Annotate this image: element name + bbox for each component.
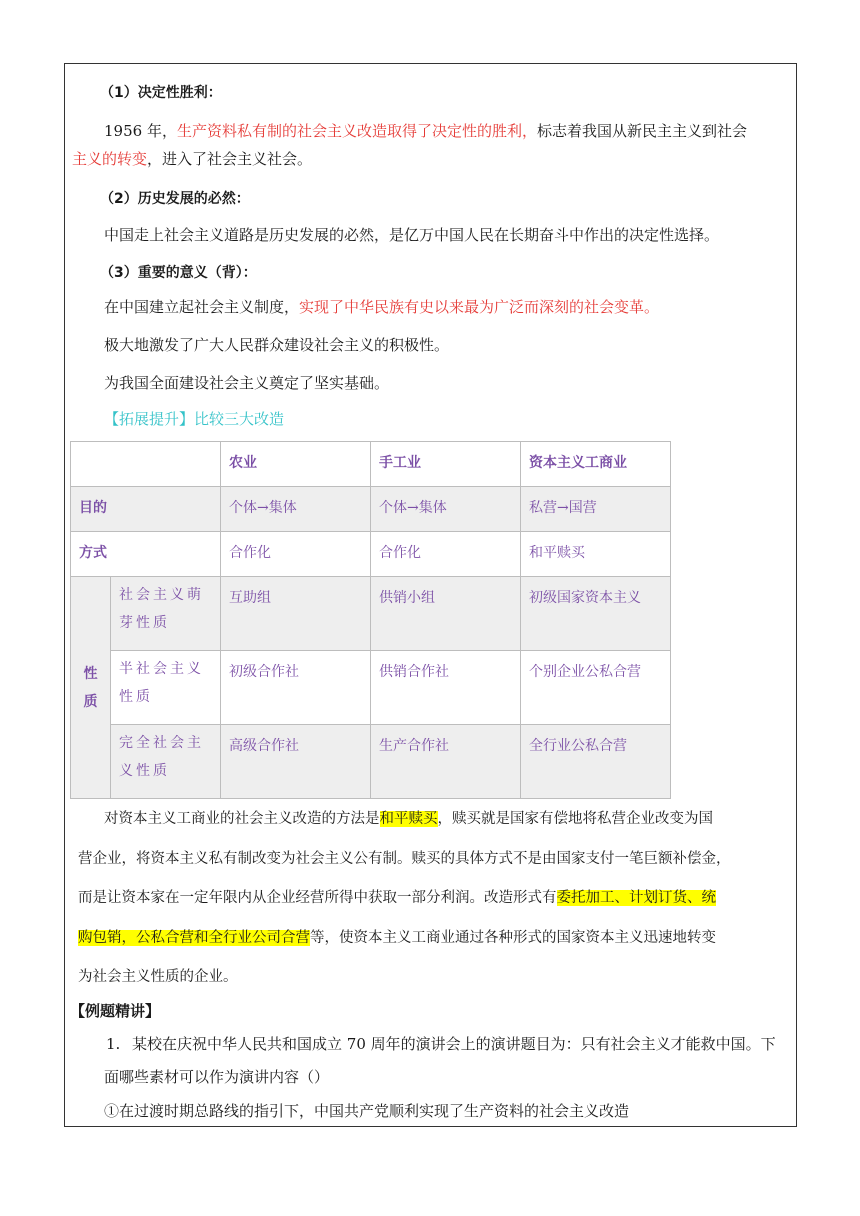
table-header-handicraft: 手工业 — [371, 442, 521, 487]
nature-sublabel: 完全社会主义性质 — [111, 725, 221, 799]
table-cell: 供销小组 — [371, 577, 521, 651]
table-cell: 初级国家资本主义 — [521, 577, 671, 651]
table-cell: 全行业公私合营 — [521, 725, 671, 799]
paragraph-line4 — [78, 927, 716, 949]
section3-heading: （3）重要的意义（背）： — [100, 265, 257, 281]
nature-sublabel: 社会主义萌芽性质 — [111, 577, 221, 651]
text-yellow-highlight: 购包销，公私合营和全行业公司合营 — [78, 930, 310, 946]
row-label-nature — [71, 577, 111, 799]
text-plain: ，进入了社会主义社会。 — [147, 150, 313, 168]
table-cell: 个体→集体 — [371, 487, 521, 532]
row-label-method: 方式 — [71, 532, 221, 577]
paragraph-line1 — [104, 808, 713, 830]
table-row-purpose — [71, 487, 671, 532]
row-label-purpose: 目的 — [71, 487, 221, 532]
paragraph-line2: 营企业，将资本主义私有制改变为社会主义公有制。赎买的具体方式不是由国家支付一笔巨额补偿金， — [78, 851, 731, 867]
table-cell: 初级合作社 — [221, 651, 371, 725]
text-plain: 在中国建立起社会主义制度， — [104, 298, 300, 316]
section1-paragraph-line2 — [72, 148, 312, 170]
text-plain: 而是让资本家在一定年限内从企业经营所得中获取一部分利润。改造形式有 — [78, 890, 557, 906]
text-red-highlight: 实现了中华民族有史以来最为广泛而深刻的社会变革。 — [299, 298, 660, 316]
table-cell: 和平赎买 — [521, 532, 671, 577]
table-cell: 高级合作社 — [221, 725, 371, 799]
text-red-highlight: 生产资料私有制的社会主义改造取得了决定性的胜利， — [176, 122, 537, 140]
extension-title: 【拓展提升】比较三大改造 — [104, 410, 285, 428]
paragraph-line3 — [78, 887, 716, 909]
table-cell: 互助组 — [221, 577, 371, 651]
section3-line3: 为我国全面建设社会主义奠定了坚实基础。 — [104, 374, 390, 392]
table-header-agriculture: 农业 — [221, 442, 371, 487]
section1-paragraph-line1 — [104, 120, 747, 142]
table-cell: 生产合作社 — [371, 725, 521, 799]
table-header-capitalist-industry: 资本主义工商业 — [521, 442, 671, 487]
nature-sublabel: 半社会主义性质 — [111, 651, 221, 725]
text-plain: ，赎买就是国家有偿地将私营企业改变为国 — [437, 811, 713, 827]
text-plain: 标志着我国从新民主主义到社会 — [536, 122, 747, 140]
text-yellow-highlight: 和平赎买 — [379, 811, 438, 827]
text-red-highlight: 主义的转变 — [72, 150, 148, 168]
table-cell: 个体→集体 — [221, 487, 371, 532]
example-heading: 【例题精讲】 — [70, 1002, 161, 1020]
section3-line1 — [104, 296, 659, 318]
question-number: 1. — [106, 1035, 121, 1053]
table-cell: 个别企业公私合营 — [521, 651, 671, 725]
section2-text: 中国走上社会主义道路是历史发展的必然，是亿万中国人民在长期奋斗中作出的决定性选择。 — [104, 226, 720, 244]
text-year: 1956 年， — [104, 122, 177, 140]
nature-label-text: 性质 — [83, 665, 98, 710]
question-line2: 面哪些素材可以作为演讲内容（） — [104, 1068, 330, 1086]
question-option-1: ①在过渡时期总路线的指引下，中国共产党顺利实现了生产资料的社会主义改造 — [104, 1102, 630, 1120]
table-cell: 合作化 — [221, 532, 371, 577]
text-yellow-highlight: 委托加工、计划订货、统 — [556, 890, 716, 906]
table-cell: 私营→国营 — [521, 487, 671, 532]
table-row-nature-1 — [71, 577, 671, 651]
table-cell: 合作化 — [371, 532, 521, 577]
text-plain: 对资本主义工商业的社会主义改造的方法是 — [104, 811, 380, 827]
section1-heading: （1）决定性胜利： — [100, 85, 222, 101]
text-plain: 等，使资本主义工商业通过各种形式的国家资本主义迅速地转变 — [310, 930, 716, 946]
table-row-nature-2 — [71, 651, 671, 725]
paragraph-line5: 为社会主义性质的企业。 — [78, 969, 238, 985]
section2-heading: （2）历史发展的必然： — [100, 191, 250, 207]
table-row-method — [71, 532, 671, 577]
table-cell: 供销合作社 — [371, 651, 521, 725]
table-header-row — [71, 442, 671, 487]
table-row-nature-3 — [71, 725, 671, 799]
section3-line2: 极大地激发了广大人民群众建设社会主义的积极性。 — [104, 336, 450, 354]
question-line1: 某校在庆祝中华人民共和国成立 70 周年的演讲会上的演讲题目为：只有社会主义才能救中国。下 — [132, 1035, 776, 1053]
comparison-table — [70, 441, 671, 799]
table-header-empty — [71, 442, 221, 487]
